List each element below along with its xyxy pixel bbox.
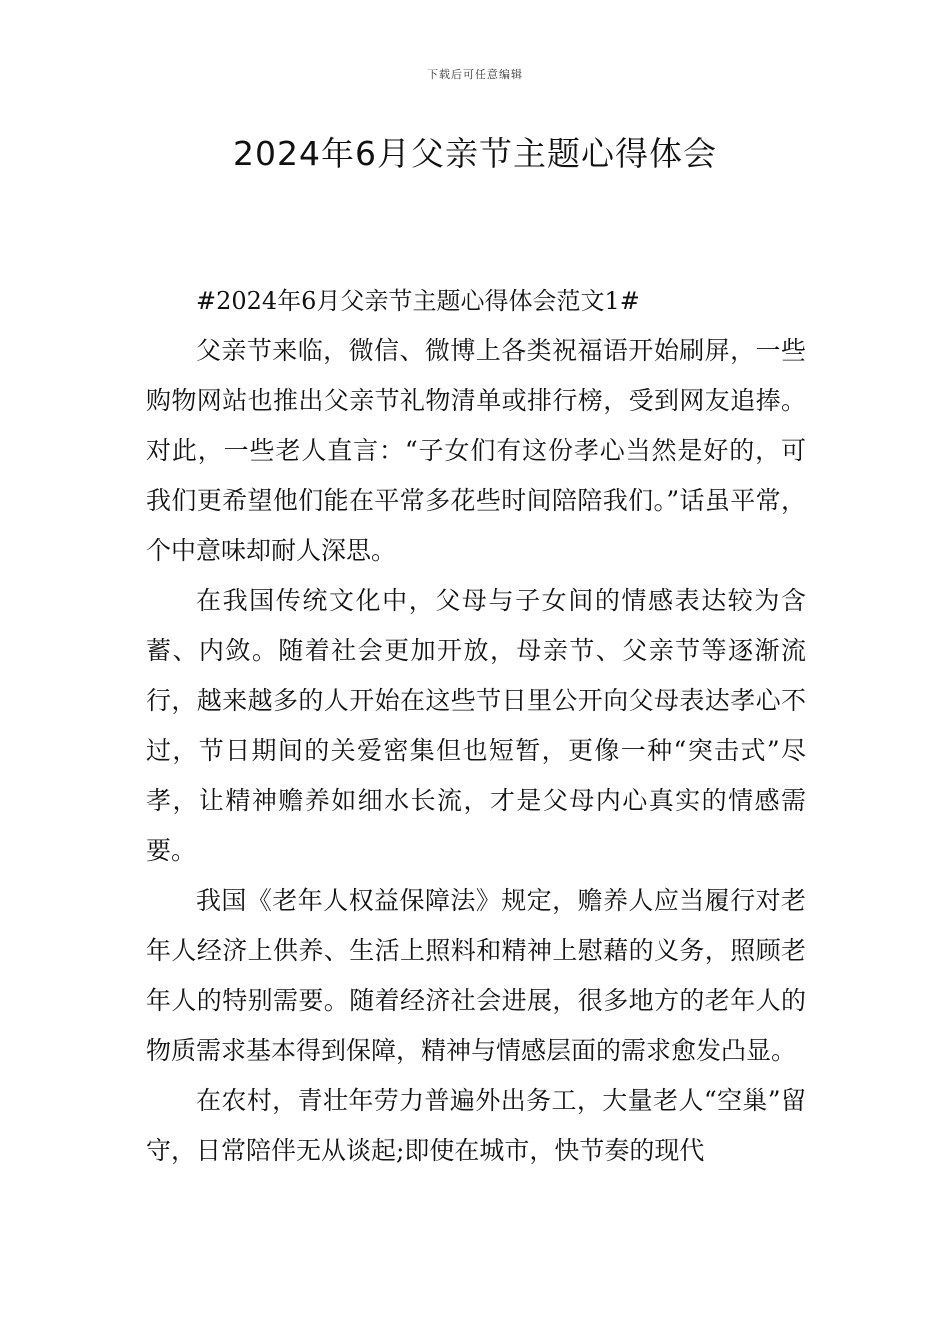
paragraph-2: 在我国传统文化中，父母与子女间的情感表达较为含蓄、内敛。随着社会更加开放，母亲节、父亲节等逐渐流行，越来越多的人开始在这些节日里公开向父母表达孝心不过，节日期间的关爱密集但也短暂，更像一种“突击式”尽孝，让精神赡养如细水长流，才是父母内心真实的情感需要。 (146, 586, 806, 865)
document-title: 2024年6月父亲节主题心得体会 (233, 134, 717, 173)
paragraph-3: 我国《老年人权益保障法》规定，赡养人应当履行对老年人经济上供养、生活上照料和精神上慰藉的义务，照顾老年人的特别需要。随着经济社会进展，很多地方的老年人的物质需求基本得到保障，精神与情感层面的需求愈发凸显。 (146, 886, 806, 1065)
header-note: 下载后可任意编辑 (427, 68, 523, 81)
document-body (146, 276, 806, 1176)
section-heading: #2024年6月父亲节主题心得体会范文1# (196, 287, 640, 315)
paragraph-1: 父亲节来临，微信、微博上各类祝福语开始刷屏，一些购物网站也推出父亲节礼物清单或排行榜，受到网友追捧。对此，一些老人直言：“子女们有这份孝心当然是好的，可我们更希望他们能在平常多花些时间陪陪我们。”话虽平常，个中意味却耐人深思。 (146, 336, 806, 565)
paragraph-4: 在农村，青壮年劳力普遍外出务工，大量老人“空巢”留守，日常陪伴无从谈起;即使在城市，快节奏的现代 (146, 1086, 806, 1165)
